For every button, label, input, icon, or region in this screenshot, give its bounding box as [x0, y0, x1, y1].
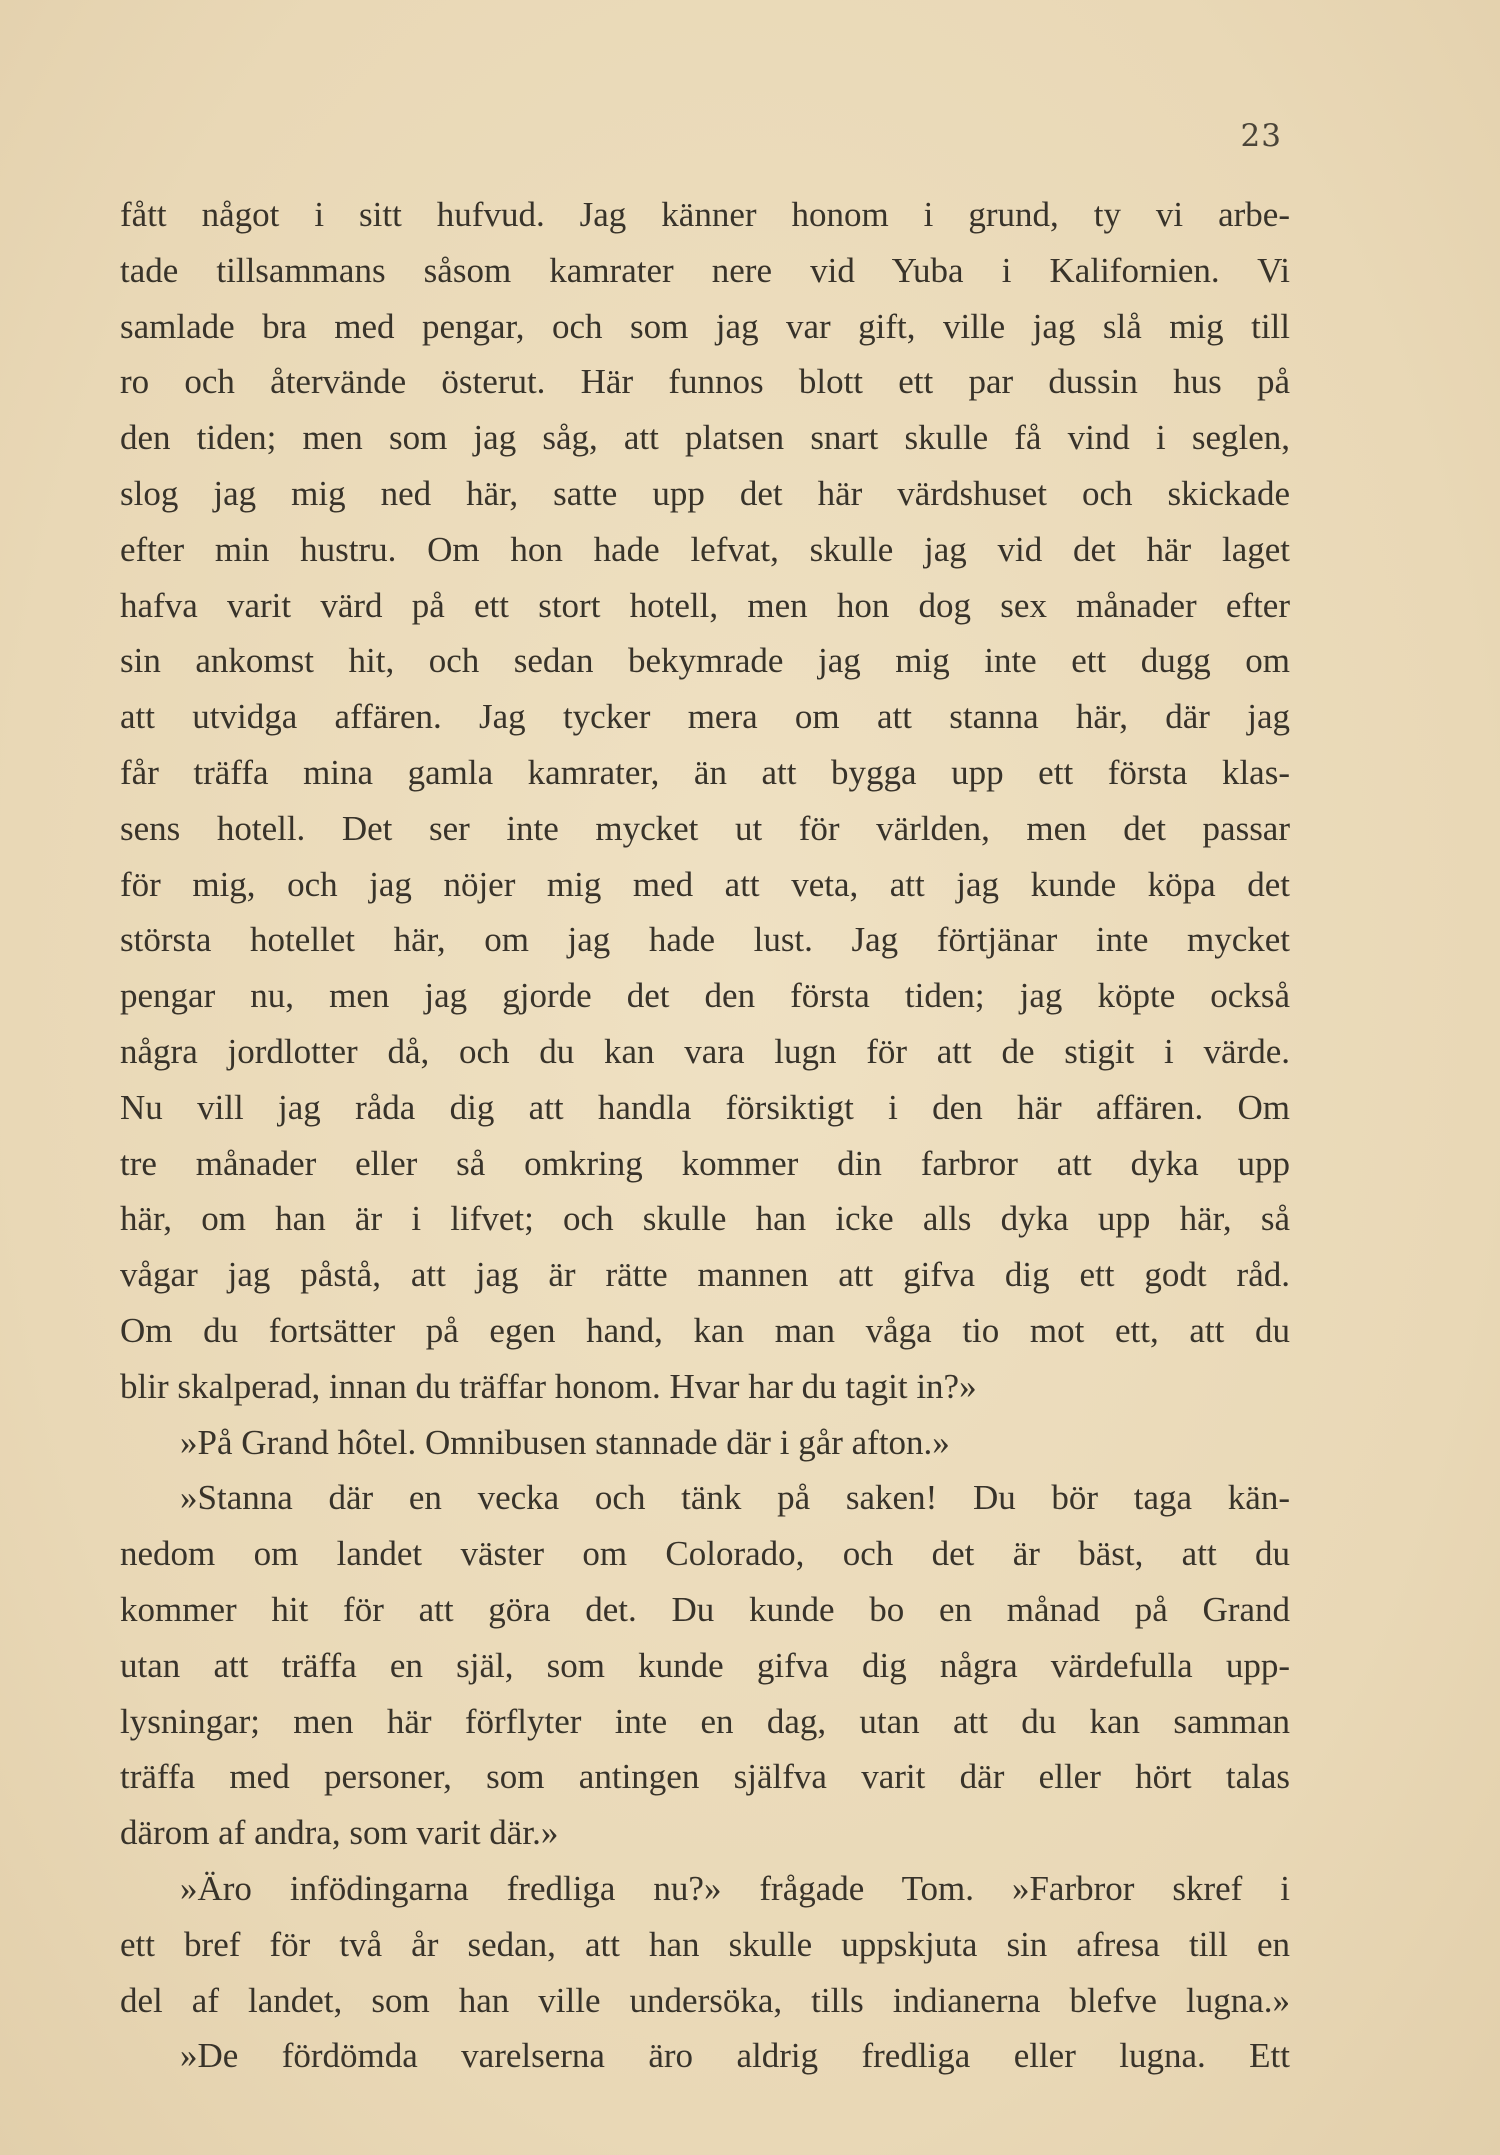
- text-line: efter min hustru. Om hon hade lefvat, skulle jag vid det här laget: [120, 529, 1290, 569]
- text-line: utan att träffa en själ, som kunde gifva dig några värdefulla upp-: [120, 1645, 1290, 1685]
- text-line: att utvidga affären. Jag tycker mera om att stanna här, där jag: [120, 697, 1290, 737]
- text-line: blir skalperad, innan du träffar honom. Hvar har du tagit in?»: [120, 1366, 977, 1406]
- text-line: hafva varit värd på ett stort hotell, men hon dog sex månader efter: [120, 585, 1290, 625]
- text-line: får träffa mina gamla kamrater, än att bygga upp ett första klas-: [120, 752, 1290, 792]
- text-line: »De fördömda varelserna äro aldrig fredliga eller lugna. Ett: [180, 2036, 1290, 2076]
- text-line: pengar nu, men jag gjorde det den första tiden; jag köpte också: [120, 976, 1290, 1016]
- text-line: samlade bra med pengar, och som jag var gift, ville jag slå mig till: [120, 306, 1290, 346]
- text-line: Om du fortsätter på egen hand, kan man våga tio mot ett, att du: [120, 1310, 1290, 1350]
- text-line: kommer hit för att göra det. Du kunde bo en månad på Grand: [120, 1589, 1290, 1629]
- text-line: sin ankomst hit, och sedan bekymrade jag mig inte ett dugg om: [120, 641, 1290, 681]
- text-line: ett bref för två år sedan, att han skulle uppskjuta sin afresa till en: [120, 1924, 1290, 1964]
- text-line: vågar jag påstå, att jag är rätte mannen att gifva dig ett godt råd.: [120, 1255, 1290, 1295]
- text-line: den tiden; men som jag såg, att platsen snart skulle få vind i seglen,: [120, 418, 1290, 458]
- text-line: nedom om landet väster om Colorado, och det är bäst, att du: [120, 1534, 1290, 1574]
- text-line: största hotellet här, om jag hade lust. Jag förtjänar inte mycket: [120, 920, 1290, 960]
- text-line: tade tillsammans såsom kamrater nere vid Yuba i Kalifornien. Vi: [120, 250, 1290, 290]
- text-line: del af landet, som han ville undersöka, tills indianerna blefve lugna.»: [120, 1980, 1290, 2020]
- text-line: »På Grand hôtel. Omnibusen stannade där i går afton.»: [180, 1422, 950, 1462]
- text-line: lysningar; men här förflyter inte en dag, utan att du kan samman: [120, 1701, 1290, 1741]
- page-number: 23: [1240, 118, 1282, 154]
- text-line: för mig, och jag nöjer mig med att veta, att jag kunde köpa det: [120, 864, 1290, 904]
- text-line: ro och återvände österut. Här funnos blott ett par dussin hus på: [120, 362, 1290, 402]
- text-line: därom af andra, som varit där.»: [120, 1813, 559, 1853]
- text-line: »Äro infödingarna fredliga nu?» frågade Tom. »Farbror skref i: [180, 1868, 1290, 1908]
- text-line: slog jag mig ned här, satte upp det här värdshuset och skickade: [120, 473, 1290, 513]
- text-line: tre månader eller så omkring kommer din farbror att dyka upp: [120, 1143, 1290, 1183]
- text-line: sens hotell. Det ser inte mycket ut för världen, men det passar: [120, 808, 1290, 848]
- text-line: några jordlotter då, och du kan vara lugn för att de stigit i värde.: [120, 1031, 1290, 1071]
- text-line: träffa med personer, som antingen själfva varit där eller hört talas: [120, 1757, 1290, 1797]
- text-line: här, om han är i lifvet; och skulle han icke alls dyka upp här, så: [120, 1199, 1290, 1239]
- text-line: fått något i sitt hufvud. Jag känner honom i grund, ty vi arbe-: [120, 195, 1290, 234]
- text-line: Nu vill jag råda dig att handla försiktigt i den här affären. Om: [120, 1087, 1290, 1127]
- text-line: »Stanna där en vecka och tänk på saken! Du bör taga kän-: [180, 1478, 1290, 1518]
- body-text: [120, 187, 1290, 2084]
